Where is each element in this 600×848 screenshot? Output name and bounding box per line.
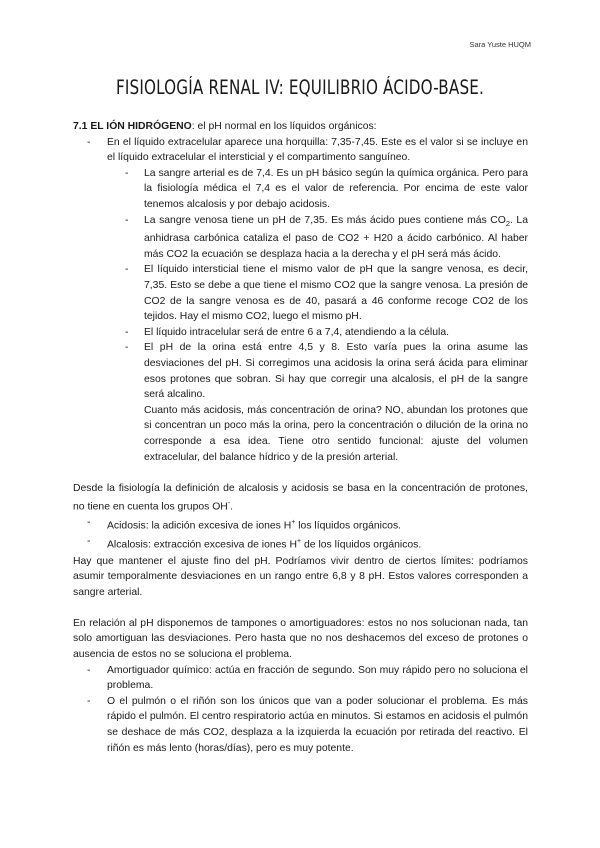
list-item xyxy=(73,213,528,263)
co2-subscript: 2 xyxy=(505,218,511,228)
alkalosis-pre: Alcalosis: extracción excesiva de iones H xyxy=(107,539,298,551)
h-superscript: + xyxy=(291,519,296,527)
document-body xyxy=(73,119,528,756)
h-superscript: + xyxy=(297,538,302,546)
list-item xyxy=(73,135,528,466)
definition-paragraph xyxy=(73,481,528,516)
list-item: - La sangre arterial es de 7,4. Es un pH básico según la química orgánica. Pero para la fisiología médica el 7,4 es el valor de referencia. Por encima de este valor tenemos alcalosis y por debajo acidosis. xyxy=(73,166,528,213)
urine-continuation: Cuanto más acidosis, más concentración de orina? NO, abundan los protones que si concentran un poco más la orina, pero la concentración o dilución de la orina no corresponde a esa idea. Tiene otro sentido funcional: ajuste del volumen extracelular, del balance hídrico y de la presión arterial. xyxy=(144,404,528,463)
list-item: - El líquido intracelular será de entre 6 a 7,4, atendiendo a la célula. xyxy=(73,325,528,341)
extracellular-text: En el líquido extracelular aparece una horquilla: 7,35-7,45. Este es el valor si se incluye en el líquido extracelular el intersticial y el compartimento sanguíneo. xyxy=(107,136,528,164)
definition-text: Desde la fisiología la definición de alcalosis y acidosis se basa en la concentración de protones, no tiene en cuenta los grupos OH xyxy=(73,482,528,513)
list-item: - El líquido intersticial tiene el mismo valor de pH que la sangre venosa, es decir, 7,35. Esto se debe a que tiene el mismo CO2 que la sangre venosa. La presión de CO2 de la sangre venosa es de 40, pasará a 46 conforme recoge CO2 de los tejidos. Hay el mismo CO2, luego el mismo pH. xyxy=(73,262,528,324)
definition-list xyxy=(73,515,528,553)
alkalosis-post: de los líquidos orgánicos. xyxy=(301,539,422,551)
section-heading-line xyxy=(73,119,528,135)
section-intro: : el pH normal en los líquidos orgánicos: xyxy=(191,121,377,132)
list-item xyxy=(73,515,528,534)
list-item: - O el pulmón o el riñón son los únicos que van a poder solucionar el problema. Es más rápido el pulmón. El centro respiratorio actúa en minutos. Si estamos en acidosis el pulmón se deshace de más CO2, desplaza a la izquierda la ecuación por retirada del reactivo. El riñón es más lento (horas/días), pero es muy potente. xyxy=(73,694,528,756)
oh-superscript: - xyxy=(227,500,231,508)
list-item: - Amortiguador químico: actúa en fracción de segundo. Son muy rápido pero no soluciona el problema. xyxy=(73,663,528,694)
acidosis-post: los líquidos orgánicos. xyxy=(295,520,402,532)
buffers-paragraph: En relación al pH disponemos de tampones o amortiguadores: estos no nos solucionan nada, tan solo amortiguan las desviaciones. Pero hasta que no nos deshacemos del exceso de protones o ausencia de estos no se soluciona el problema. xyxy=(73,617,528,661)
ph-values-list xyxy=(73,135,528,466)
page-title: FISIOLOGÍA RENAL IV: EQUILIBRIO ÁCIDO-BASE. xyxy=(115,76,485,99)
fine-adjustment-paragraph: Hay que mantener el ajuste fino del pH. Podríamos vivir dentro de ciertos límites: podríamos asumir temporalmente desviaciones en un rango entre 6,8 y 8 pH. Estos valores corresponden a sangre arterial. xyxy=(73,555,528,598)
venous-text-post: . La anhidrasa carbónica cataliza el paso de CO2 + H20 a ácido carbónico. Al haber más CO2 la ecuación se desplaza hacia a la derecha y el pH será más ácido. xyxy=(144,214,528,260)
author-header: Sara Yuste HUQM xyxy=(469,40,531,49)
section-heading: 7.1 EL IÓN HIDRÓGENO xyxy=(73,121,192,132)
venous-text-pre: La sangre venosa tiene un pH de 7,35. Es más ácido pues contiene más CO xyxy=(144,214,506,226)
list-item xyxy=(73,534,528,553)
list-item: - El pH de la orina está entre 4,5 y 8. Esto varía pues la orina asume las desviaciones del pH. Si corregimos una acidosis la orina será ácida para eliminar esos protones que sobran. Si hay que corregir una alcalosis, el pH de la sangre será alcalino. xyxy=(73,340,528,402)
acidosis-pre: Acidosis: la adición excesiva de iones H xyxy=(107,520,292,532)
definition-end: . xyxy=(230,501,234,513)
ph-sublist xyxy=(73,166,528,403)
buffers-list xyxy=(73,663,528,757)
